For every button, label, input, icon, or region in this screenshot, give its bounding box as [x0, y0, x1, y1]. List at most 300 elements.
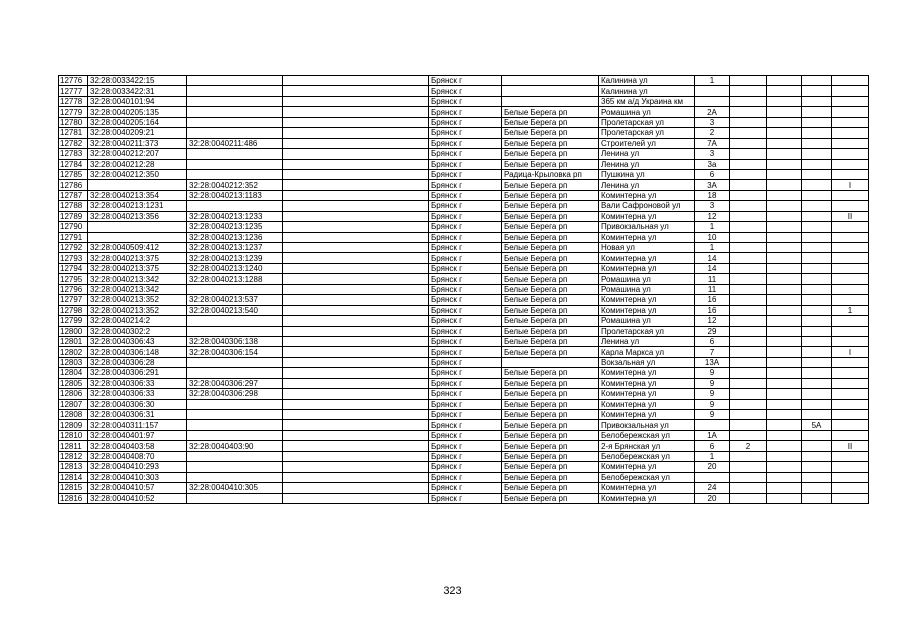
house-number-cell: 13А — [695, 357, 730, 367]
city-cell: Брянск г — [429, 107, 502, 117]
structure-cell — [767, 96, 802, 106]
notes-cell — [283, 149, 429, 159]
apartment-cell — [802, 368, 832, 378]
house-number-cell: 1 — [695, 451, 730, 461]
row-number-cell: 12778 — [59, 96, 88, 106]
building-cell — [730, 336, 767, 346]
structure-cell — [767, 399, 802, 409]
category-cell — [832, 274, 869, 284]
category-cell — [832, 128, 869, 138]
cadastral-number-cell: 32:28:0040213:342 — [88, 284, 187, 294]
category-cell — [832, 222, 869, 232]
settlement-cell: Белые Берега рп — [502, 274, 599, 284]
street-cell: Вокзальная ул — [599, 357, 695, 367]
city-cell: Брянск г — [429, 253, 502, 263]
apartment-cell — [802, 169, 832, 179]
related-cadastral-number-cell: 32:28:0040403:90 — [187, 441, 283, 451]
table-row — [59, 222, 869, 232]
settlement-cell: Белые Берега рп — [502, 201, 599, 211]
city-cell: Брянск г — [429, 441, 502, 451]
street-cell: Пушкина ул — [599, 169, 695, 179]
street-cell: Ромашина ул — [599, 274, 695, 284]
category-cell — [832, 149, 869, 159]
house-number-cell: 12 — [695, 211, 730, 221]
related-cadastral-number-cell — [187, 76, 283, 86]
apartment-cell — [802, 76, 832, 86]
house-number-cell: 1 — [695, 243, 730, 253]
related-cadastral-number-cell — [187, 368, 283, 378]
row-number-cell: 12813 — [59, 462, 88, 472]
street-cell: Привокзальная ул — [599, 420, 695, 430]
related-cadastral-number-cell: 32:28:0040211:486 — [187, 138, 283, 148]
city-cell: Брянск г — [429, 462, 502, 472]
building-cell — [730, 274, 767, 284]
house-number-cell: 16 — [695, 305, 730, 315]
category-cell — [832, 76, 869, 86]
house-number-cell: 3а — [695, 159, 730, 169]
cadastral-number-cell: 32:28:0040302:2 — [88, 326, 187, 336]
building-cell — [730, 149, 767, 159]
settlement-cell: Белые Берега рп — [502, 483, 599, 493]
building-cell — [730, 138, 767, 148]
building-cell — [730, 451, 767, 461]
house-number-cell: 20 — [695, 462, 730, 472]
settlement-cell: Белые Берега рп — [502, 284, 599, 294]
notes-cell — [283, 117, 429, 127]
street-cell: Калинина ул — [599, 76, 695, 86]
category-cell — [832, 326, 869, 336]
table-row — [59, 305, 869, 315]
table-row — [59, 451, 869, 461]
street-cell: Коминтерна ул — [599, 483, 695, 493]
notes-cell — [283, 441, 429, 451]
category-cell — [832, 316, 869, 326]
apartment-cell — [802, 295, 832, 305]
notes-cell — [283, 253, 429, 263]
building-cell — [730, 263, 767, 273]
house-number-cell: 14 — [695, 263, 730, 273]
row-number-cell: 12815 — [59, 483, 88, 493]
category-cell — [832, 263, 869, 273]
table-row — [59, 211, 869, 221]
related-cadastral-number-cell — [187, 326, 283, 336]
street-cell: Коминтерна ул — [599, 263, 695, 273]
settlement-cell — [502, 357, 599, 367]
street-cell: Ромашина ул — [599, 284, 695, 294]
apartment-cell — [802, 117, 832, 127]
row-number-cell: 12790 — [59, 222, 88, 232]
structure-cell — [767, 410, 802, 420]
apartment-cell — [802, 483, 832, 493]
category-cell — [832, 169, 869, 179]
row-number-cell: 12777 — [59, 86, 88, 96]
cadastral-number-cell: 32:28:0040213:352 — [88, 295, 187, 305]
apartment-cell — [802, 263, 832, 273]
table-row — [59, 76, 869, 86]
notes-cell — [283, 232, 429, 242]
category-cell — [832, 243, 869, 253]
cadastral-number-cell: 32:28:0040410:293 — [88, 462, 187, 472]
structure-cell — [767, 76, 802, 86]
settlement-cell: Белые Берега рп — [502, 253, 599, 263]
structure-cell — [767, 441, 802, 451]
building-cell — [730, 295, 767, 305]
cadastral-number-cell: 32:28:0040212:207 — [88, 149, 187, 159]
building-cell — [730, 305, 767, 315]
table-body — [59, 76, 869, 504]
apartment-cell — [802, 378, 832, 388]
table-row — [59, 232, 869, 242]
settlement-cell: Белые Берега рп — [502, 493, 599, 503]
cadastral-number-cell: 32:28:0040306:33 — [88, 378, 187, 388]
city-cell: Брянск г — [429, 128, 502, 138]
row-number-cell: 12802 — [59, 347, 88, 357]
city-cell: Брянск г — [429, 138, 502, 148]
street-cell: Пролетарская ул — [599, 128, 695, 138]
row-number-cell: 12788 — [59, 201, 88, 211]
table-row — [59, 169, 869, 179]
table-row — [59, 368, 869, 378]
table-row — [59, 295, 869, 305]
apartment-cell — [802, 243, 832, 253]
table-row — [59, 441, 869, 451]
category-cell — [832, 483, 869, 493]
table-row — [59, 253, 869, 263]
row-number-cell: 12789 — [59, 211, 88, 221]
street-cell: Коминтерна ул — [599, 295, 695, 305]
cadastral-number-cell: 32:28:0040205:135 — [88, 107, 187, 117]
notes-cell — [283, 180, 429, 190]
category-cell — [832, 430, 869, 440]
row-number-cell: 12792 — [59, 243, 88, 253]
house-number-cell: 7 — [695, 347, 730, 357]
settlement-cell: Белые Берега рп — [502, 222, 599, 232]
city-cell: Брянск г — [429, 263, 502, 273]
row-number-cell: 12780 — [59, 117, 88, 127]
apartment-cell — [802, 128, 832, 138]
row-number-cell: 12809 — [59, 420, 88, 430]
apartment-cell — [802, 86, 832, 96]
house-number-cell: 9 — [695, 399, 730, 409]
cadastral-number-cell: 32:28:0040211:373 — [88, 138, 187, 148]
building-cell — [730, 368, 767, 378]
structure-cell — [767, 149, 802, 159]
settlement-cell: Белые Берега рп — [502, 107, 599, 117]
category-cell — [832, 462, 869, 472]
notes-cell — [283, 138, 429, 148]
category-cell — [832, 96, 869, 106]
street-cell: Белобережская ул — [599, 430, 695, 440]
category-cell: II — [832, 211, 869, 221]
city-cell: Брянск г — [429, 316, 502, 326]
apartment-cell — [802, 451, 832, 461]
building-cell — [730, 378, 767, 388]
structure-cell — [767, 190, 802, 200]
table-row — [59, 493, 869, 503]
category-cell — [832, 399, 869, 409]
city-cell: Брянск г — [429, 336, 502, 346]
building-cell — [730, 76, 767, 86]
related-cadastral-number-cell — [187, 96, 283, 106]
house-number-cell: 9 — [695, 410, 730, 420]
street-cell: Коминтерна ул — [599, 368, 695, 378]
table-row — [59, 190, 869, 200]
settlement-cell: Белые Берега рп — [502, 347, 599, 357]
settlement-cell: Белые Берега рп — [502, 378, 599, 388]
structure-cell — [767, 483, 802, 493]
building-cell — [730, 472, 767, 482]
settlement-cell: Белые Берега рп — [502, 232, 599, 242]
building-cell — [730, 117, 767, 127]
house-number-cell: 3А — [695, 180, 730, 190]
house-number-cell: 6 — [695, 441, 730, 451]
structure-cell — [767, 326, 802, 336]
apartment-cell — [802, 274, 832, 284]
notes-cell — [283, 107, 429, 117]
table-row — [59, 128, 869, 138]
house-number-cell: 9 — [695, 389, 730, 399]
settlement-cell: Белые Берега рп — [502, 295, 599, 305]
building-cell — [730, 316, 767, 326]
related-cadastral-number-cell: 32:28:0040213:1240 — [187, 263, 283, 273]
row-number-cell: 12791 — [59, 232, 88, 242]
city-cell: Брянск г — [429, 76, 502, 86]
notes-cell — [283, 243, 429, 253]
related-cadastral-number-cell — [187, 201, 283, 211]
street-cell: Пролетарская ул — [599, 117, 695, 127]
table-row — [59, 263, 869, 273]
row-number-cell: 12812 — [59, 451, 88, 461]
page-number: 323 — [443, 585, 462, 597]
structure-cell — [767, 451, 802, 461]
building-cell — [730, 180, 767, 190]
street-cell: Карла Маркса ул — [599, 347, 695, 357]
notes-cell — [283, 389, 429, 399]
category-cell — [832, 336, 869, 346]
city-cell: Брянск г — [429, 190, 502, 200]
cadastral-number-cell: 32:28:0040213:342 — [88, 274, 187, 284]
related-cadastral-number-cell: 32:28:0040213:1236 — [187, 232, 283, 242]
category-cell — [832, 295, 869, 305]
street-cell: Коминтерна ул — [599, 378, 695, 388]
row-number-cell: 12795 — [59, 274, 88, 284]
house-number-cell: 20 — [695, 493, 730, 503]
structure-cell — [767, 336, 802, 346]
related-cadastral-number-cell — [187, 420, 283, 430]
settlement-cell: Белые Берега рп — [502, 128, 599, 138]
structure-cell — [767, 117, 802, 127]
notes-cell — [283, 378, 429, 388]
building-cell — [730, 483, 767, 493]
notes-cell — [283, 159, 429, 169]
structure-cell — [767, 274, 802, 284]
table-row — [59, 378, 869, 388]
category-cell — [832, 107, 869, 117]
related-cadastral-number-cell — [187, 399, 283, 409]
city-cell: Брянск г — [429, 117, 502, 127]
cadastral-number-cell: 32:28:0040101:94 — [88, 96, 187, 106]
structure-cell — [767, 357, 802, 367]
notes-cell — [283, 368, 429, 378]
building-cell — [730, 389, 767, 399]
structure-cell — [767, 347, 802, 357]
building-cell — [730, 430, 767, 440]
row-number-cell: 12811 — [59, 441, 88, 451]
city-cell: Брянск г — [429, 243, 502, 253]
category-cell — [832, 138, 869, 148]
street-cell: Коминтерна ул — [599, 232, 695, 242]
apartment-cell — [802, 138, 832, 148]
category-cell — [832, 451, 869, 461]
apartment-cell — [802, 347, 832, 357]
row-number-cell: 12800 — [59, 326, 88, 336]
street-cell: Коминтерна ул — [599, 410, 695, 420]
cadastral-number-cell: 32:28:0040306:291 — [88, 368, 187, 378]
house-number-cell: 24 — [695, 483, 730, 493]
structure-cell — [767, 243, 802, 253]
city-cell: Брянск г — [429, 169, 502, 179]
related-cadastral-number-cell — [187, 410, 283, 420]
city-cell: Брянск г — [429, 420, 502, 430]
street-cell: Ромашина ул — [599, 107, 695, 117]
registry-table — [58, 75, 869, 504]
street-cell: Коминтерна ул — [599, 190, 695, 200]
table-row — [59, 107, 869, 117]
related-cadastral-number-cell: 32:28:0040306:298 — [187, 389, 283, 399]
city-cell: Брянск г — [429, 305, 502, 315]
house-number-cell — [695, 472, 730, 482]
table-row — [59, 430, 869, 440]
notes-cell — [283, 430, 429, 440]
row-number-cell: 12784 — [59, 159, 88, 169]
row-number-cell: 12806 — [59, 389, 88, 399]
row-number-cell: 12808 — [59, 410, 88, 420]
city-cell: Брянск г — [429, 159, 502, 169]
related-cadastral-number-cell — [187, 316, 283, 326]
apartment-cell — [802, 222, 832, 232]
cadastral-number-cell: 32:28:0040212:350 — [88, 169, 187, 179]
row-number-cell: 12804 — [59, 368, 88, 378]
building-cell — [730, 284, 767, 294]
table-row — [59, 316, 869, 326]
house-number-cell: 16 — [695, 295, 730, 305]
category-cell: II — [832, 441, 869, 451]
structure-cell — [767, 263, 802, 273]
related-cadastral-number-cell — [187, 357, 283, 367]
notes-cell — [283, 128, 429, 138]
notes-cell — [283, 169, 429, 179]
category-cell — [832, 86, 869, 96]
city-cell: Брянск г — [429, 180, 502, 190]
city-cell: Брянск г — [429, 493, 502, 503]
notes-cell — [283, 263, 429, 273]
apartment-cell — [802, 472, 832, 482]
category-cell — [832, 493, 869, 503]
row-number-cell: 12805 — [59, 378, 88, 388]
category-cell: I — [832, 347, 869, 357]
row-number-cell: 12782 — [59, 138, 88, 148]
settlement-cell: Белые Берега рп — [502, 316, 599, 326]
city-cell: Брянск г — [429, 274, 502, 284]
related-cadastral-number-cell: 32:28:0040213:540 — [187, 305, 283, 315]
cadastral-number-cell: 32:28:0040306:43 — [88, 336, 187, 346]
apartment-cell — [802, 211, 832, 221]
street-cell: Новая ул — [599, 243, 695, 253]
notes-cell — [283, 211, 429, 221]
settlement-cell: Радица-Крыловка рп — [502, 169, 599, 179]
house-number-cell: 10 — [695, 232, 730, 242]
city-cell: Брянск г — [429, 451, 502, 461]
street-cell: 2-я Брянская ул — [599, 441, 695, 451]
table-row — [59, 326, 869, 336]
related-cadastral-number-cell: 32:28:0040213:537 — [187, 295, 283, 305]
structure-cell — [767, 159, 802, 169]
structure-cell — [767, 201, 802, 211]
building-cell — [730, 493, 767, 503]
cadastral-number-cell: 32:28:0040306:33 — [88, 389, 187, 399]
city-cell: Брянск г — [429, 483, 502, 493]
city-cell: Брянск г — [429, 357, 502, 367]
city-cell: Брянск г — [429, 295, 502, 305]
structure-cell — [767, 128, 802, 138]
table-row — [59, 138, 869, 148]
settlement-cell: Белые Берега рп — [502, 451, 599, 461]
structure-cell — [767, 86, 802, 96]
house-number-cell: 2 — [695, 128, 730, 138]
settlement-cell: Белые Берега рп — [502, 420, 599, 430]
cadastral-number-cell: 32:28:0040214:2 — [88, 316, 187, 326]
related-cadastral-number-cell — [187, 493, 283, 503]
house-number-cell: 29 — [695, 326, 730, 336]
structure-cell — [767, 462, 802, 472]
settlement-cell: Белые Берега рп — [502, 336, 599, 346]
settlement-cell: Белые Берега рп — [502, 305, 599, 315]
cadastral-number-cell: 32:28:0040213:375 — [88, 253, 187, 263]
notes-cell — [283, 305, 429, 315]
category-cell — [832, 472, 869, 482]
street-cell: Ленина ул — [599, 180, 695, 190]
row-number-cell: 12803 — [59, 357, 88, 367]
cadastral-number-cell — [88, 222, 187, 232]
cadastral-number-cell: 32:28:0040306:28 — [88, 357, 187, 367]
cadastral-number-cell: 32:28:0040205:164 — [88, 117, 187, 127]
category-cell — [832, 201, 869, 211]
category-cell — [832, 190, 869, 200]
table-row — [59, 149, 869, 159]
cadastral-number-cell: 32:28:0040311:157 — [88, 420, 187, 430]
house-number-cell: 3 — [695, 149, 730, 159]
cadastral-number-cell: 32:28:0040410:303 — [88, 472, 187, 482]
apartment-cell — [802, 232, 832, 242]
street-cell: Белобережская ул — [599, 472, 695, 482]
structure-cell — [767, 138, 802, 148]
street-cell: Ромашина ул — [599, 316, 695, 326]
settlement-cell: Белые Берега рп — [502, 462, 599, 472]
apartment-cell — [802, 107, 832, 117]
table-row — [59, 243, 869, 253]
category-cell — [832, 357, 869, 367]
apartment-cell — [802, 316, 832, 326]
category-cell: I — [832, 180, 869, 190]
apartment-cell — [802, 180, 832, 190]
row-number-cell: 12781 — [59, 128, 88, 138]
row-number-cell: 12786 — [59, 180, 88, 190]
street-cell: Коминтерна ул — [599, 462, 695, 472]
settlement-cell: Белые Берега рп — [502, 399, 599, 409]
settlement-cell: Белые Берега рп — [502, 190, 599, 200]
related-cadastral-number-cell: 32:28:0040306:297 — [187, 378, 283, 388]
structure-cell — [767, 107, 802, 117]
